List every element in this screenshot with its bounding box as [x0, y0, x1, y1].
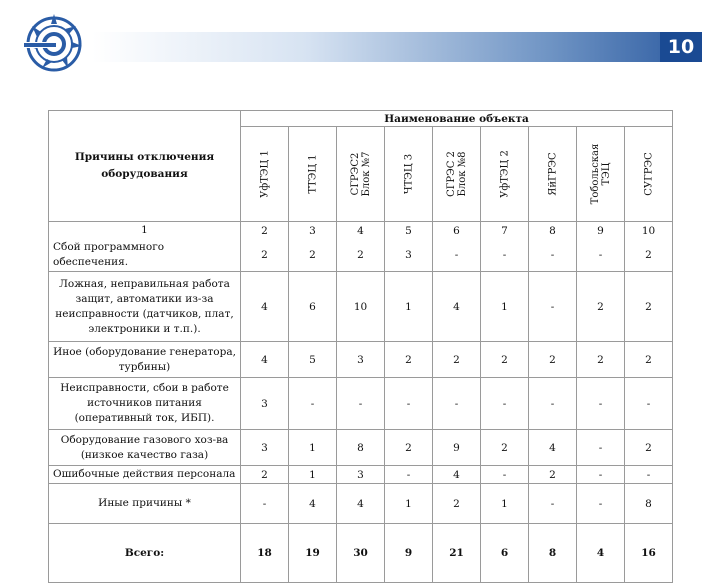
- column-header-tobolsk-tec: Тобольская ТЭЦ: [577, 127, 625, 222]
- column-header-chtec3: ЧТЭЦ 3: [385, 127, 433, 222]
- table-row: Иное (оборудование генератора, турбины) 4 5 3 2 2 2 2 2 2: [49, 342, 673, 378]
- cause-column-header: Причины отключения оборудования: [49, 111, 241, 222]
- column-numbering-row: 1 2 3 4 5 6 7 8 9 10: [49, 222, 673, 240]
- row-cause: Иное (оборудование генератора, турбины): [49, 342, 241, 378]
- column-header-ufteс1: УфТЭЦ 1: [241, 127, 289, 222]
- table-row: Ложная, неправильная работа защит, автоматики из-за неисправности (датчиков, плат, электроники и т.п.). 4 6 10 1 4 1 - 2 2: [49, 272, 673, 342]
- column-header-sugres: СУГРЭС: [625, 127, 673, 222]
- total-row: Всего: 18 19 30 9 21 6 8 4 16: [49, 524, 673, 583]
- slide-number: 10: [660, 32, 702, 62]
- column-header-uftec2: УфТЭЦ 2: [481, 127, 529, 222]
- column-header-sgres2-block7: СГРЭС2 Блок №7: [337, 127, 385, 222]
- row-cause: Неисправности, сбои в работе источников питания (оперативный ток, ИБП).: [49, 378, 241, 430]
- header-bar: [92, 32, 702, 62]
- row-cause: Ложная, неправильная работа защит, автоматики из-за неисправности (датчиков, плат, электроники и т.п.).: [49, 272, 241, 342]
- outage-causes-table: [48, 110, 673, 583]
- table-row: Неисправности, сбои в работе источников питания (оперативный ток, ИБП). 3 - - - - - - - -: [49, 378, 673, 430]
- row-cause: Оборудование газового хоз-ва (низкое качество газа): [49, 430, 241, 466]
- table-row: Иные причины * - 4 4 1 2 1 - - 8: [49, 484, 673, 524]
- row-cause: Иные причины *: [49, 484, 241, 524]
- company-logo-icon: [18, 6, 90, 78]
- column-header-yaygres: ЯйГРЭС: [529, 127, 577, 222]
- table-row: Ошибочные действия персонала 2 1 3 - 4 - 2 - -: [49, 466, 673, 484]
- row-cause: Сбой программного обеспечения.: [49, 239, 241, 272]
- table-row: Сбой программного обеспечения. 2 2 2 3 - - - - 2: [49, 239, 673, 272]
- total-label: Всего:: [49, 524, 241, 583]
- object-name-header: Наименование объекта: [241, 111, 673, 127]
- table-row: Оборудование газового хоз-ва (низкое качество газа) 3 1 8 2 9 2 4 - 2: [49, 430, 673, 466]
- column-header-sgres2-block8: СГРЭС 2 Блок №8: [433, 127, 481, 222]
- row-cause: Ошибочные действия персонала: [49, 466, 241, 484]
- column-header-ttec1: ТТЭЦ 1: [289, 127, 337, 222]
